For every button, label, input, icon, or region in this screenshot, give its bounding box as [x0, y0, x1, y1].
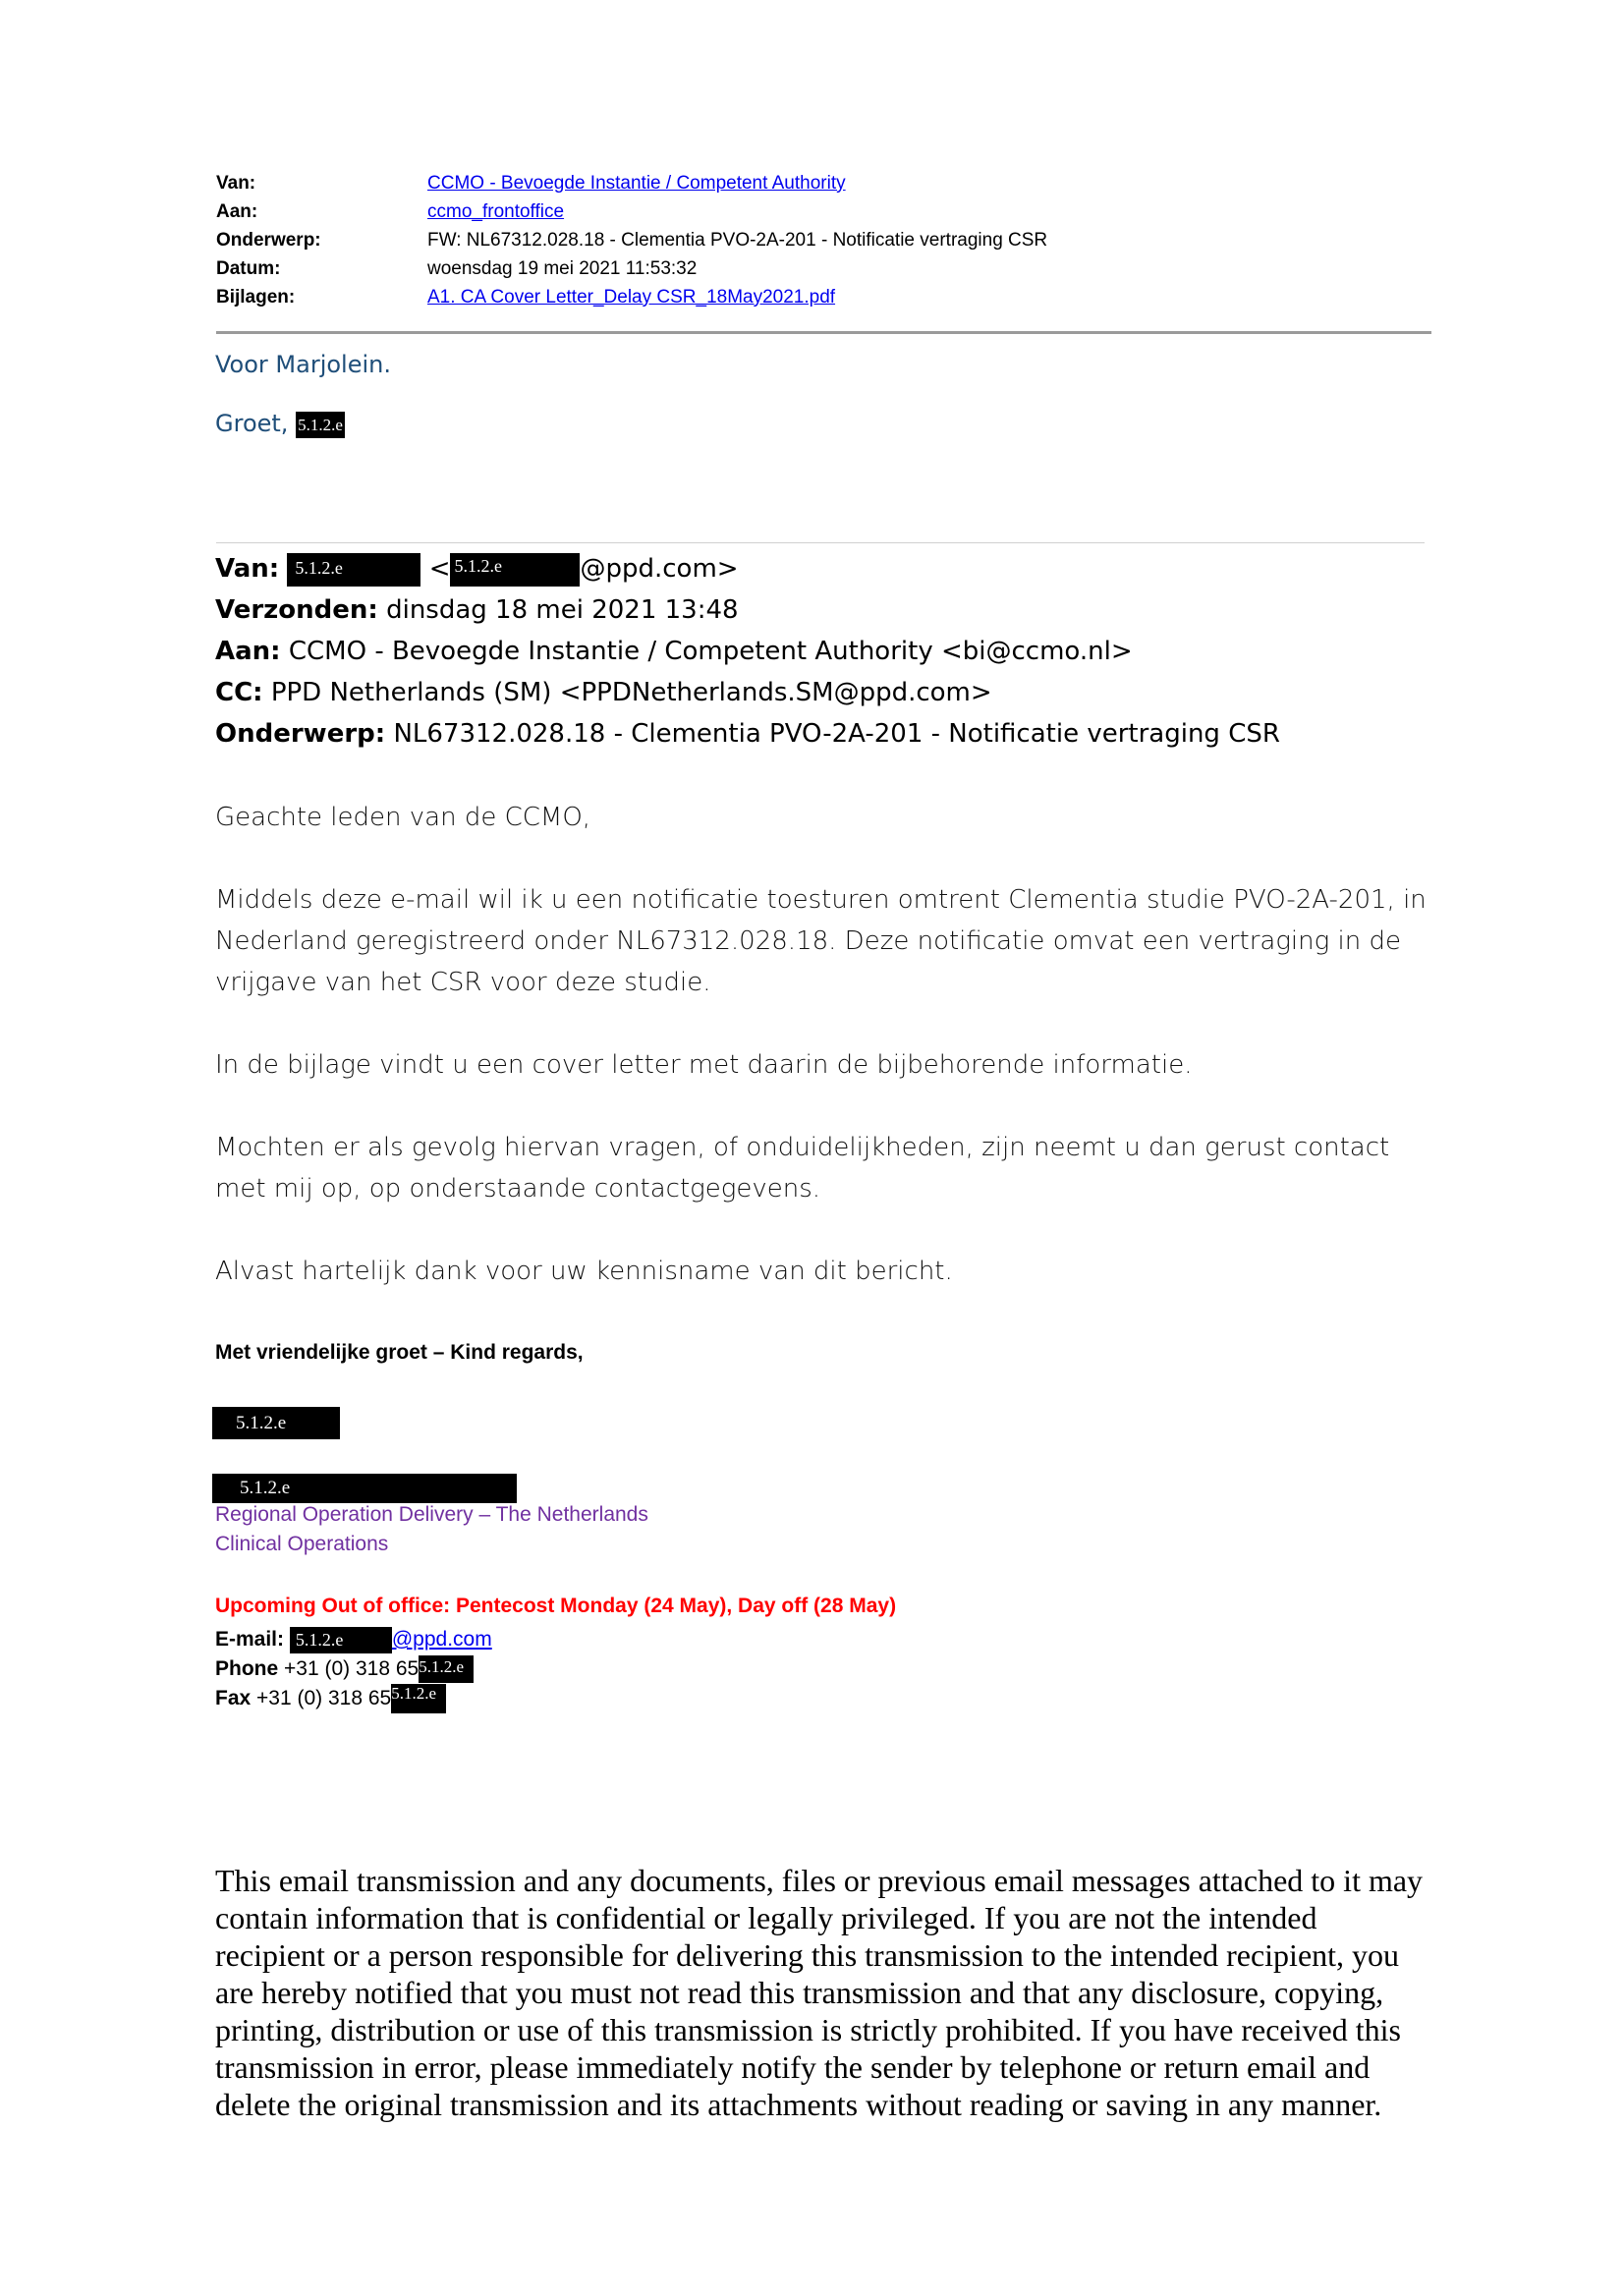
redaction-block: 5.1.2.e [290, 1627, 392, 1653]
header-to-link[interactable]: ccmo_frontoffice [427, 200, 565, 222]
header-attachments-row [216, 283, 1425, 311]
out-of-office-notice: Upcoming Out of office: Pentecost Monday (24 May), Day off (28 May) [215, 1595, 897, 1617]
forwarded-subject-label: Onderwerp: [215, 719, 386, 749]
signature-fax-row [215, 1684, 446, 1713]
body-paragraph: In de bijlage vindt u een cover letter met daarin de bijbehorende informatie. [215, 1050, 1193, 1080]
redaction-block: 5.1.2.e [419, 1655, 474, 1683]
forwarded-from-domain: @ppd.com> [580, 554, 739, 584]
forwarded-sent-row [215, 589, 739, 631]
redaction-block: 5.1.2.e [296, 412, 345, 438]
email-link[interactable]: @ppd.com [391, 1628, 492, 1651]
signature-department: Regional Operation Delivery – The Netherlands [215, 1503, 648, 1526]
forwarded-to-value: CCMO - Bevoegde Instantie / Competent Authority <bi@ccmo.nl> [288, 637, 1133, 666]
forwarded-from-label: Van: [215, 554, 280, 584]
header-to-label: Aan: [216, 200, 258, 222]
forwarded-subject-value: NL67312.028.18 - Clementia PVO-2A-201 - Notificatie vertraging CSR [393, 719, 1280, 749]
redaction-block: 5.1.2.e [212, 1407, 340, 1439]
redaction-block: 5.1.2.e [391, 1684, 446, 1713]
forwarded-to-row [215, 631, 1133, 672]
header-date-value: woensdag 19 mei 2021 11:53:32 [427, 257, 698, 279]
header-date-label: Datum: [216, 257, 281, 279]
forwarded-to-label: Aan: [215, 637, 281, 666]
body-paragraph: Alvast hartelijk dank voor uw kennisname van dit bericht. [215, 1257, 953, 1286]
signature-division: Clinical Operations [215, 1533, 389, 1555]
fax-label: Fax [215, 1687, 252, 1709]
header-date-row [216, 254, 1425, 283]
forwarded-from-row [215, 548, 739, 589]
body-salutation: Geachte leden van de CCMO, [215, 803, 591, 832]
forward-note-greeting-row [215, 410, 345, 438]
forward-divider [216, 542, 1425, 543]
body-paragraph: Mochten er als gevolg hiervan vragen, of onduidelijkheden, zijn neemt u dan gerust contact met mij op, op onderstaande contactgegevens. [215, 1133, 1390, 1204]
header-subject-label: Onderwerp: [216, 229, 321, 251]
phone-label: Phone [215, 1657, 279, 1680]
signature-email-row [215, 1625, 492, 1654]
confidentiality-disclaimer: This email transmission and any documents, files or previous email messages attached to it may contain information that is confidential or legally privileged. If you are not the intended recipient or a person responsible for delivering this transmission to the intended recipient, you are hereby notified that you must not read this transmission and that any disclosure, copying, printing, distribution or use of this transmission is strictly prohibited. If you have received this transmission in error, please immediately notify the sender by telephone or return email and delete the original transmission and its attachments without reading or saving in any manner. [215, 1863, 1424, 2122]
forwarded-sent-label: Verzonden: [215, 595, 378, 625]
forward-note-line: Voor Marjolein. [215, 351, 391, 378]
header-divider [216, 331, 1431, 334]
signature-closing: Met vriendelijke groet – Kind regards, [215, 1341, 584, 1364]
forwarded-cc-value: PPD Netherlands (SM) <PPDNetherlands.SM@ppd.com> [270, 678, 992, 707]
redaction-block: 5.1.2.e [450, 553, 580, 587]
redaction-block: 5.1.2.e [212, 1474, 517, 1503]
forwarded-cc-row [215, 672, 992, 713]
header-subject-value: FW: NL67312.028.18 - Clementia PVO-2A-201 - Notificatie vertraging CSR [427, 229, 1048, 251]
header-attachments-label: Bijlagen: [216, 286, 296, 308]
header-to-row [216, 197, 1425, 226]
header-from-row [216, 169, 1425, 197]
header-from-link[interactable]: CCMO - Bevoegde Instantie / Competent Authority [427, 172, 846, 194]
email-header [216, 169, 1425, 311]
forwarded-cc-label: CC: [215, 678, 263, 707]
email-label: E-mail: [215, 1628, 285, 1651]
header-subject-row [216, 226, 1425, 254]
redaction-block: 5.1.2.e [287, 553, 420, 587]
forwarded-from-lt: < [428, 554, 451, 584]
forward-note-greeting: Groet, [215, 410, 289, 437]
fax-value: +31 (0) 318 65 [256, 1687, 392, 1709]
attachment-link[interactable]: A1. CA Cover Letter_Delay CSR_18May2021.pdf [427, 286, 836, 308]
forwarded-subject-row [215, 713, 1280, 755]
body-paragraph: Middels deze e-mail wil ik u een notificatie toesturen omtrent Clementia studie PVO-2A-201, in Nederland geregistreerd onder NL67312.028.18. Deze notificatie omvat een vertraging in de vrijgave van het CSR voor deze studie. [215, 885, 1427, 997]
forwarded-sent-value: dinsdag 18 mei 2021 13:48 [386, 595, 739, 625]
header-from-label: Van: [216, 172, 256, 194]
signature-phone-row [215, 1654, 474, 1684]
phone-value: +31 (0) 318 65 [284, 1657, 420, 1680]
